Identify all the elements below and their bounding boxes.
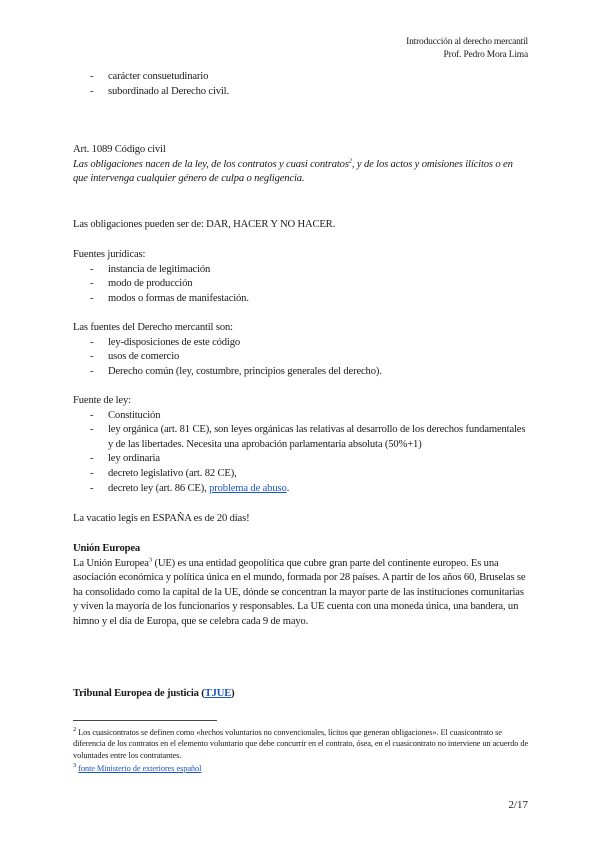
article-block [73, 143, 528, 187]
list-item: - ley-disposiciones de este código [73, 336, 528, 351]
list-item: - modos o formas de manifestación. [73, 292, 528, 307]
decreto-ley-end: . [286, 482, 290, 494]
list-item: - ley ordinaria [73, 452, 528, 467]
list-item: - Derecho común (ley, costumbre, principios generales del derecho). [73, 365, 528, 380]
footnote-ref[interactable]: 3 [148, 556, 152, 564]
list-item: - modo de producción [73, 277, 528, 292]
fuentes-juridicas-block [73, 248, 528, 306]
top-list-block [73, 70, 528, 99]
fuentes-juridicas-list [73, 263, 528, 307]
page-number: 2/17 [508, 799, 528, 811]
list-item [73, 482, 528, 497]
footnote-number: 3 [73, 762, 77, 770]
decreto-ley-text: decreto ley (art. 86 CE), [108, 482, 210, 494]
tribunal-heading [73, 687, 528, 702]
ue-text: La Unión Europea [73, 557, 149, 569]
problema-abuso-link[interactable]: problema de abuso [209, 482, 287, 494]
list-item: - instancia de legitimación [73, 263, 528, 278]
ue-text-end: (UE) es una entidad geopolítica que cubre gran parte del continente europeo. Es una asociación económica y política única en el mundo, formada por 28 países. A partir de los años 60, Bruselas se ha consolidado como la capital de la UE, dónde se concentran la mayor parte de las instituciones comunitarias y viven la mayoría de los funcionarios y responsables. La UE cuenta con una moneda única, una bandera, un himno y el día de Europa, que se celebra cada 9 de mayo. [73, 557, 526, 627]
footnote-3 [73, 763, 533, 774]
article-quote [73, 158, 528, 187]
footnote-source-link[interactable]: fonte Ministerio de exteriores español [78, 764, 202, 773]
fuente-ley-block [73, 394, 528, 496]
union-europea-heading: Unión Europea [73, 543, 141, 554]
section-heading: Fuente de ley: [73, 395, 131, 406]
footnote-ref[interactable]: 2 [348, 157, 352, 165]
list-item: - usos de comercio [73, 350, 528, 365]
section-heading: Las fuentes del Derecho mercantil son: [73, 322, 233, 333]
list-item: - Constitución [73, 409, 528, 424]
fuente-ley-list [73, 409, 528, 497]
tribunal-close: ) [231, 688, 235, 699]
quote-text-end: , y de los actos y omisiones ilícitos o en que intervenga cualquier género de culpa o negligencia. [73, 158, 513, 185]
article-title: Art. 1089 Código civil [73, 144, 166, 155]
footnote-separator [73, 720, 217, 721]
tjue-link[interactable]: TJUE [204, 688, 232, 699]
quote-text: Las obligaciones nacen de la ley, de los contratos y cuasi contratos [73, 158, 349, 170]
section-heading: Fuentes jurídicas: [73, 249, 146, 260]
page-header [406, 36, 528, 62]
union-europea-paragraph [73, 557, 528, 630]
obligations-text: Las obligaciones pueden ser de: DAR, HACER Y NO HACER. [73, 219, 336, 230]
list-item: - subordinado al Derecho civil. [73, 85, 528, 100]
header-professor: Prof. Pedro Mora Lima [443, 50, 528, 60]
union-europea-block [73, 542, 528, 630]
vacatio-text: La vacatio legis en ESPAÑA es de 20 días! [73, 513, 250, 524]
tribunal-text: Tribunal Europea de justicia ( [73, 688, 205, 699]
top-list [73, 70, 528, 99]
footnote-number: 2 [73, 726, 77, 734]
header-course: Introducción al derecho mercantil [406, 37, 528, 47]
list-item: - carácter consuetudinario [73, 70, 528, 85]
footnote-2 [73, 727, 533, 761]
fuentes-mercantil-block [73, 321, 528, 379]
list-item: - ley orgánica (art. 81 CE), son leyes orgánicas las relativas al desarrollo de los derechos fundamentales y de las libertades. Necesita una aprobación parlamentaria absoluta (50%+1) [73, 423, 528, 452]
footnote-text: Los cuasicontratos se definen como «hechos voluntarios no convencionales, lícitos que generan obligaciones». El cuasicontrato se diferencia de los contratos en el elemento voluntario que debe concurrir en el contrato, ósea, en el cuasicontrato no interviene un acuerdo de voluntades entre los contratantes. [73, 728, 529, 760]
fuentes-mercantil-list [73, 336, 528, 380]
list-item: - decreto legislativo (art. 82 CE), [73, 467, 528, 482]
